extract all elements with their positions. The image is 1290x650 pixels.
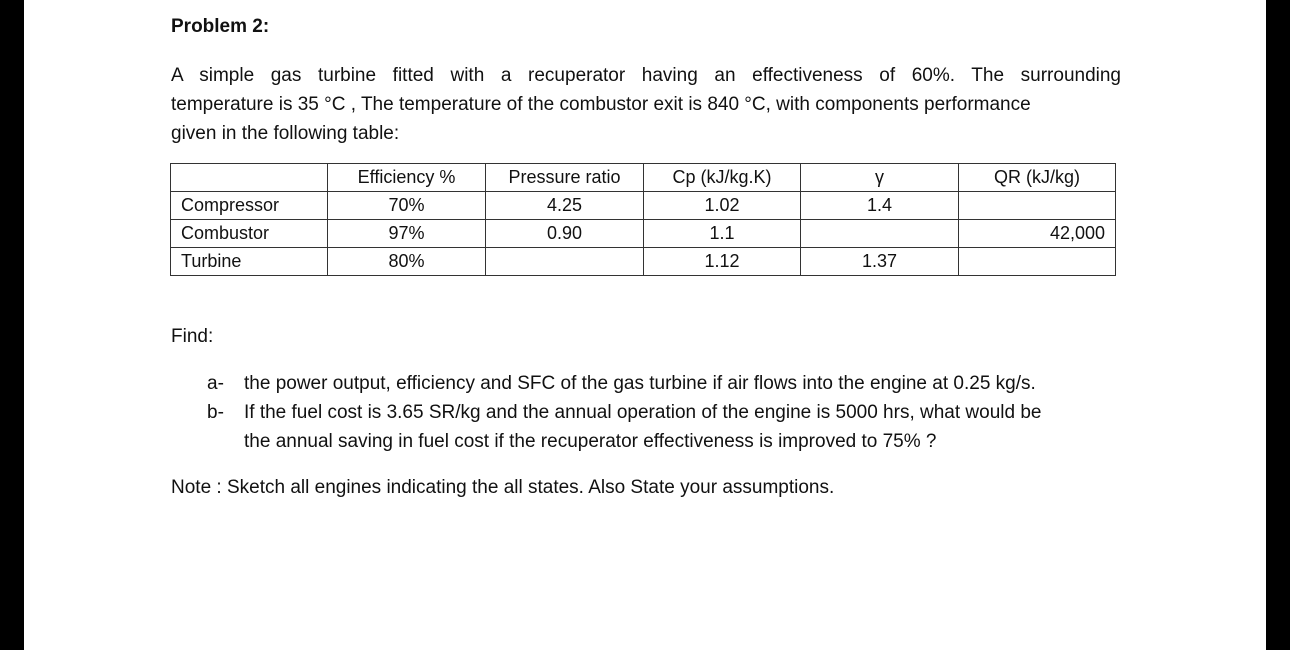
cell-gamma: 1.37 (801, 248, 959, 276)
statement-line-1: A simple gas turbine fitted with a recuperator having an effectiveness of 60%. The surrounding (171, 65, 1121, 86)
cell-efficiency: 80% (328, 248, 486, 276)
table-row (171, 192, 1116, 220)
header-cell-blank (171, 164, 328, 192)
problem-title: Problem 2: (171, 16, 270, 37)
question-a (207, 369, 1147, 398)
question-b-line-1: If the fuel cost is 3.65 SR/kg and the annual operation of the engine is 5000 hrs, what would be (244, 402, 1042, 423)
question-b-line-2: the annual saving in fuel cost if the recuperator effectiveness is improved to 75% ? (244, 431, 937, 452)
cell-gamma (801, 220, 959, 248)
cell-cp: 1.1 (644, 220, 801, 248)
cell-pressure-ratio: 0.90 (486, 220, 644, 248)
cell-efficiency: 97% (328, 220, 486, 248)
table-row (171, 248, 1116, 276)
note: Note : Sketch all engines indicating the all states. Also State your assumptions. (171, 477, 835, 498)
find-label: Find: (171, 326, 214, 347)
row-label-turbine: Turbine (171, 248, 328, 276)
header-pressure-ratio: Pressure ratio (486, 164, 644, 192)
statement-line-3: given in the following table: (171, 123, 400, 144)
document-page (24, 0, 1266, 650)
question-b-label: b- (207, 402, 224, 423)
cell-cp: 1.12 (644, 248, 801, 276)
question-a-text: the power output, efficiency and SFC of the gas turbine if air flows into the engine at 0.25 kg/s. (244, 373, 1036, 394)
cell-cp: 1.02 (644, 192, 801, 220)
row-label-compressor: Compressor (171, 192, 328, 220)
header-cp: Cp (kJ/kg.K) (644, 164, 801, 192)
cell-efficiency: 70% (328, 192, 486, 220)
header-gamma: γ (801, 164, 959, 192)
header-qr: QR (kJ/kg) (959, 164, 1116, 192)
header-efficiency: Efficiency % (328, 164, 486, 192)
cell-pressure-ratio (486, 248, 644, 276)
cell-gamma: 1.4 (801, 192, 959, 220)
performance-table (170, 163, 1116, 276)
row-label-combustor: Combustor (171, 220, 328, 248)
problem-statement (171, 61, 1121, 148)
statement-line-2: temperature is 35 °C , The temperature of the combustor exit is 840 °C, with components performance (171, 94, 1031, 115)
cell-qr: 42,000 (959, 220, 1116, 248)
question-a-label: a- (207, 373, 224, 394)
question-b (207, 398, 1147, 456)
cell-pressure-ratio: 4.25 (486, 192, 644, 220)
cell-qr (959, 192, 1116, 220)
table-header-row (171, 164, 1116, 192)
table-row (171, 220, 1116, 248)
cell-qr (959, 248, 1116, 276)
